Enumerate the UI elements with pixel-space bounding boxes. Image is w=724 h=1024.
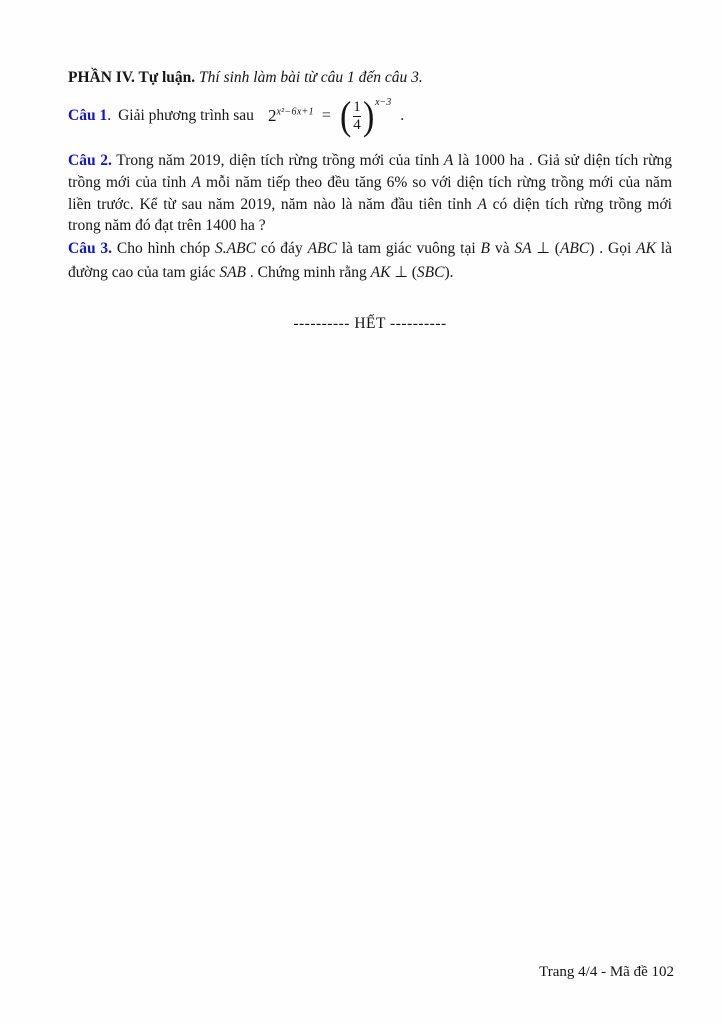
question-2-text: mỗi năm tiếp theo đều tăng 6% so với diện tích rừng trồng mới của năm liền trước. Kể từ sau năm 2019, năm nào là năm đầu tiên tỉnh (68, 173, 672, 213)
question-2-text: Trong năm 2019, diện tích rừng trồng mới của tỉnh (111, 152, 444, 169)
page-footer: Trang 4/4 - Mã đề 102 (539, 964, 674, 980)
math-var: ABC (307, 240, 337, 258)
section-header-title: PHẦN IV. Tự luận. (68, 69, 196, 86)
equation-period: . (400, 107, 405, 124)
math-var: B (480, 240, 490, 258)
question-3-text: là tam giác vuông tại (336, 240, 481, 258)
fraction-denominator: 4 (353, 116, 361, 133)
math-var: SAB (219, 263, 246, 281)
page-content (0, 0, 724, 333)
question-1-intro: Giải phương trình sau (118, 107, 254, 124)
math-var: A (477, 195, 487, 213)
question-3-text: ). (444, 263, 454, 281)
fraction-numerator: 1 (353, 98, 361, 115)
right-paren: ) (362, 93, 375, 138)
question-3-text: và (489, 240, 515, 258)
question-1-label-dot: . (107, 107, 112, 124)
outer-exponent: x−3 (375, 97, 392, 108)
equation-base (268, 106, 314, 126)
question-3 (68, 237, 672, 284)
perpendicular-symbol: ⊥ ( (390, 263, 417, 281)
question-2-text: là 1000 ha . Giả sử diện tích rừng trồng mới của tỉnh (68, 152, 672, 191)
equation-base-exponent: x²−6x+1 (276, 106, 314, 118)
equals-sign: = (321, 107, 331, 124)
math-var: A (443, 152, 454, 169)
question-1-label: Câu 1 (68, 107, 108, 124)
fraction-group (339, 94, 391, 138)
perpendicular-symbol: ⊥ ( (531, 240, 560, 258)
fraction (353, 99, 361, 134)
question-3-label: Câu 3. (68, 240, 113, 258)
section-header (68, 66, 672, 90)
math-var: ABC (559, 240, 590, 258)
equation-base-number: 2 (267, 106, 277, 125)
equation (268, 94, 404, 138)
math-var: AK (370, 263, 391, 281)
left-paren: ( (339, 93, 352, 138)
question-3-text: là đường cao của tam giác (68, 240, 672, 281)
question-3-text: Cho hình chóp (112, 240, 216, 258)
question-2 (68, 150, 672, 237)
question-3-text: ) . Gọi (589, 240, 637, 258)
math-var: SBC (416, 263, 445, 281)
question-3-text: . Chứng minh rằng (246, 263, 371, 281)
math-var: A (191, 173, 201, 191)
question-2-label: Câu 2. (68, 152, 112, 169)
end-marker: ---------- HẾT ---------- (293, 315, 447, 333)
math-var: S.ABC (215, 240, 256, 258)
section-header-instruction: Thí sinh làm bài từ câu 1 đến câu 3. (195, 69, 423, 86)
question-3-text: có đáy (255, 240, 308, 258)
math-var: SA (514, 240, 532, 258)
question-2-text: có diện tích rừng trồng mới trong năm đó đạt trên 1400 ha ? (68, 195, 672, 235)
question-1 (68, 90, 672, 142)
math-var: AK (636, 240, 656, 258)
